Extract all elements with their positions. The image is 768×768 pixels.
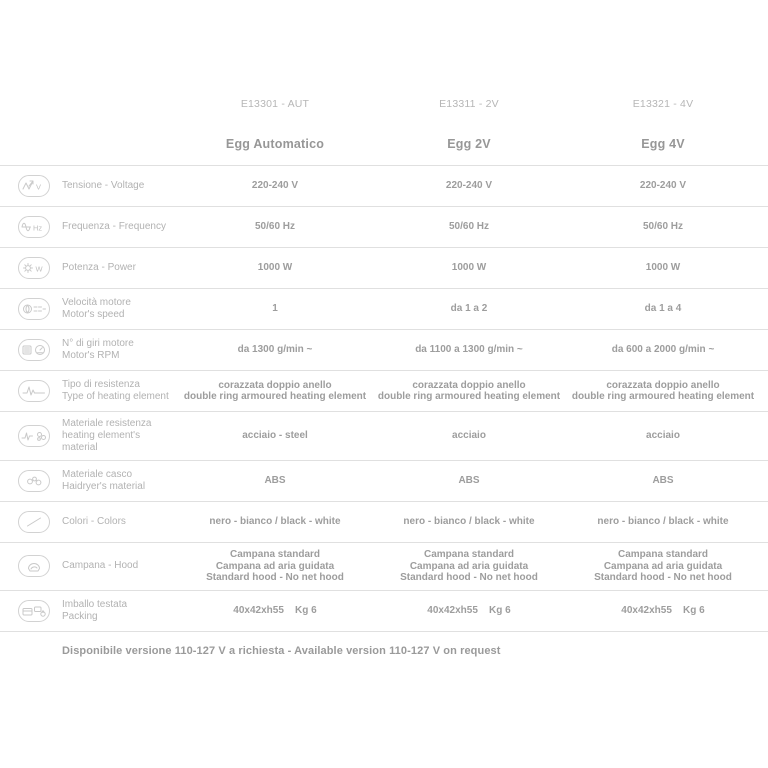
row-value-line: 40x42xh55 Kg 6 [621,604,705,616]
table-row [0,206,768,247]
row-value-line: 220-240 V [445,180,493,192]
svg-text:W: W [35,264,43,274]
row-value-col3 [566,380,760,403]
row-icon-cell [0,380,62,402]
row-icon-cell [0,555,62,577]
frequency-icon [18,216,50,238]
row-value-line: da 600 a 2000 g/min ~ [611,344,715,356]
row-icon-cell [0,257,62,279]
voltage-icon [18,175,50,197]
model-code-1: E13301 - AUT [240,98,310,110]
row-value-col3 [566,303,760,315]
model-name-2: Egg 2V [447,137,491,151]
row-value-col1 [178,380,372,403]
row-value-line: 40x42xh55 Kg 6 [427,604,511,616]
row-value-line: Campana ad aria guidata [409,560,529,572]
model-code-2: E13311 - 2V [439,98,499,110]
hood-icon [18,555,50,577]
svg-text:V: V [36,182,42,192]
row-label-line: Tipo di resistenza [62,379,140,390]
row-value-line: 50/60 Hz [642,221,684,233]
row-label-line: Potenza - Power [62,262,136,273]
row-value-line: ABS [264,475,286,487]
row-value-line: nero - bianco / black - white [403,516,535,528]
row-value-line: Standard hood - No net hood [206,572,344,583]
row-label-line: Type of heating element [62,391,169,402]
row-icon-cell [0,175,62,197]
hairdryer-material-icon [18,470,50,492]
row-value-col3 [566,605,760,617]
row-label [62,560,178,572]
model-names-row [0,110,760,151]
row-label-line: Velocità motore [62,297,131,308]
row-value-line: 50/60 Hz [254,221,296,233]
row-value-col2 [372,516,566,528]
row-value-col2 [372,303,566,315]
spec-table [0,165,768,632]
table-row [0,329,768,370]
row-label [62,338,178,362]
row-value-line: Standard hood - No net hood [594,572,732,583]
row-value-line: 1000 W [645,262,681,274]
row-label-line: Campana - Hood [62,560,139,572]
table-row [0,460,768,501]
table-row [0,165,768,206]
row-value-line: nero - bianco / black - white [209,516,341,528]
model-code-3: E13321 - 4V [632,98,694,110]
row-value-col2 [372,430,566,442]
model-name-3: Egg 4V [641,137,685,151]
row-label [62,516,178,528]
row-value-col3 [566,516,760,528]
row-value-col1 [178,180,372,192]
row-value-col3 [566,549,760,584]
row-value-line: 1000 W [451,262,487,274]
row-value-col2 [372,221,566,233]
row-value-col3 [566,430,760,442]
row-label [62,297,178,321]
row-value-col2 [372,605,566,617]
row-label [62,180,178,192]
row-label [62,418,178,454]
row-label-line: heating element's material [62,430,141,453]
availability-note: Disponibile versione 110-127 V a richiesta - Available version 110-127 V on request [62,644,501,657]
row-value-col2 [372,262,566,274]
row-label-line: N° di giri motore [62,338,134,349]
motor-rpm-icon [18,339,50,361]
row-value-col2 [372,180,566,192]
row-label [62,379,178,403]
row-label-line: Colori - Colors [62,516,126,527]
table-row [0,590,768,631]
row-value-line: da 1300 g/min ~ [237,344,313,356]
row-value-line: corazzata doppio anello [606,379,720,391]
table-row [0,288,768,329]
row-label-line: Packing [62,610,98,622]
row-value-col1 [178,475,372,487]
row-label-line: Motor's RPM [62,350,120,361]
row-value-col1 [178,430,372,442]
row-icon-cell [0,511,62,533]
row-value-col3 [566,475,760,487]
row-value-line: corazzata doppio anello [218,379,332,391]
header-spacer [0,98,178,110]
packing-icon [18,600,50,622]
row-value-line: acciaio - steel [242,430,308,442]
row-label-line: Materiale casco [62,469,133,480]
row-value-line: Campana ad aria guidata [215,560,335,572]
row-label [62,221,178,233]
row-value-line: ABS [458,475,480,487]
colors-icon [18,511,50,533]
row-value-col2 [372,380,566,403]
model-name-1: Egg Automatico [225,137,325,151]
row-value-line: Campana ad aria guidata [603,560,723,572]
table-row [0,247,768,288]
power-icon [18,257,50,279]
heating-element-material-icon [18,425,50,447]
row-value-col1 [178,262,372,274]
row-icon-cell [0,216,62,238]
row-value-col1 [178,303,372,315]
svg-text:Hz: Hz [33,223,43,233]
table-row [0,542,768,590]
row-value-line: double ring armoured heating element [377,391,561,402]
row-value-col2 [372,344,566,356]
row-label-line: Frequenza - Frequency [62,221,166,232]
row-value-line: Campana standard [423,549,515,560]
motor-speed-icon [18,298,50,320]
row-icon-cell [0,425,62,447]
table-row [0,411,768,460]
row-value-col3 [566,180,760,192]
row-value-col3 [566,221,760,233]
model-codes-row [0,0,760,110]
row-icon-cell [0,339,62,361]
row-value-col1 [178,516,372,528]
row-value-line: 50/60 Hz [448,221,490,233]
row-value-col2 [372,475,566,487]
row-icon-cell [0,470,62,492]
row-value-line: da 1 a 4 [644,303,682,315]
row-value-line: nero - bianco / black - white [597,516,729,528]
row-value-line: ABS [652,475,674,487]
row-value-col2 [372,549,566,584]
row-value-line: acciaio [646,430,680,442]
row-value-line: 1000 W [257,262,293,274]
row-value-line: da 1 a 2 [450,303,488,315]
row-label [62,469,178,493]
row-label-line: Haidryer's material [62,481,146,492]
header-spacer [0,137,178,151]
table-row [0,501,768,542]
row-value-col3 [566,344,760,356]
row-value-line: 1 [272,303,278,315]
row-value-line: acciaio [452,430,486,442]
row-value-line: Campana standard [617,549,709,560]
row-value-line: 220-240 V [251,180,299,192]
row-value-line: da 1100 a 1300 g/min ~ [415,344,523,356]
row-icon-cell [0,298,62,320]
row-label-line: Materiale resistenza [62,418,152,429]
row-label [62,599,178,623]
table-row [0,370,768,411]
row-value-col3 [566,262,760,274]
row-value-col1 [178,221,372,233]
row-value-line: corazzata doppio anello [412,379,526,391]
row-value-line: Standard hood - No net hood [400,572,538,583]
row-value-line: 220-240 V [639,180,687,192]
row-label [62,262,178,274]
row-value-col1 [178,549,372,584]
row-icon-cell [0,600,62,622]
row-label-line: Imballo testata [62,598,128,610]
row-label-line: Tensione - Voltage [62,180,145,191]
row-value-line: 40x42xh55 Kg 6 [233,604,317,616]
row-value-line: Campana standard [229,549,321,560]
heating-element-type-icon [18,380,50,402]
row-value-line: double ring armoured heating element [183,391,367,402]
row-value-line: double ring armoured heating element [571,391,755,402]
row-label-line: Motor's speed [62,309,125,320]
row-value-col1 [178,344,372,356]
row-value-col1 [178,605,372,617]
